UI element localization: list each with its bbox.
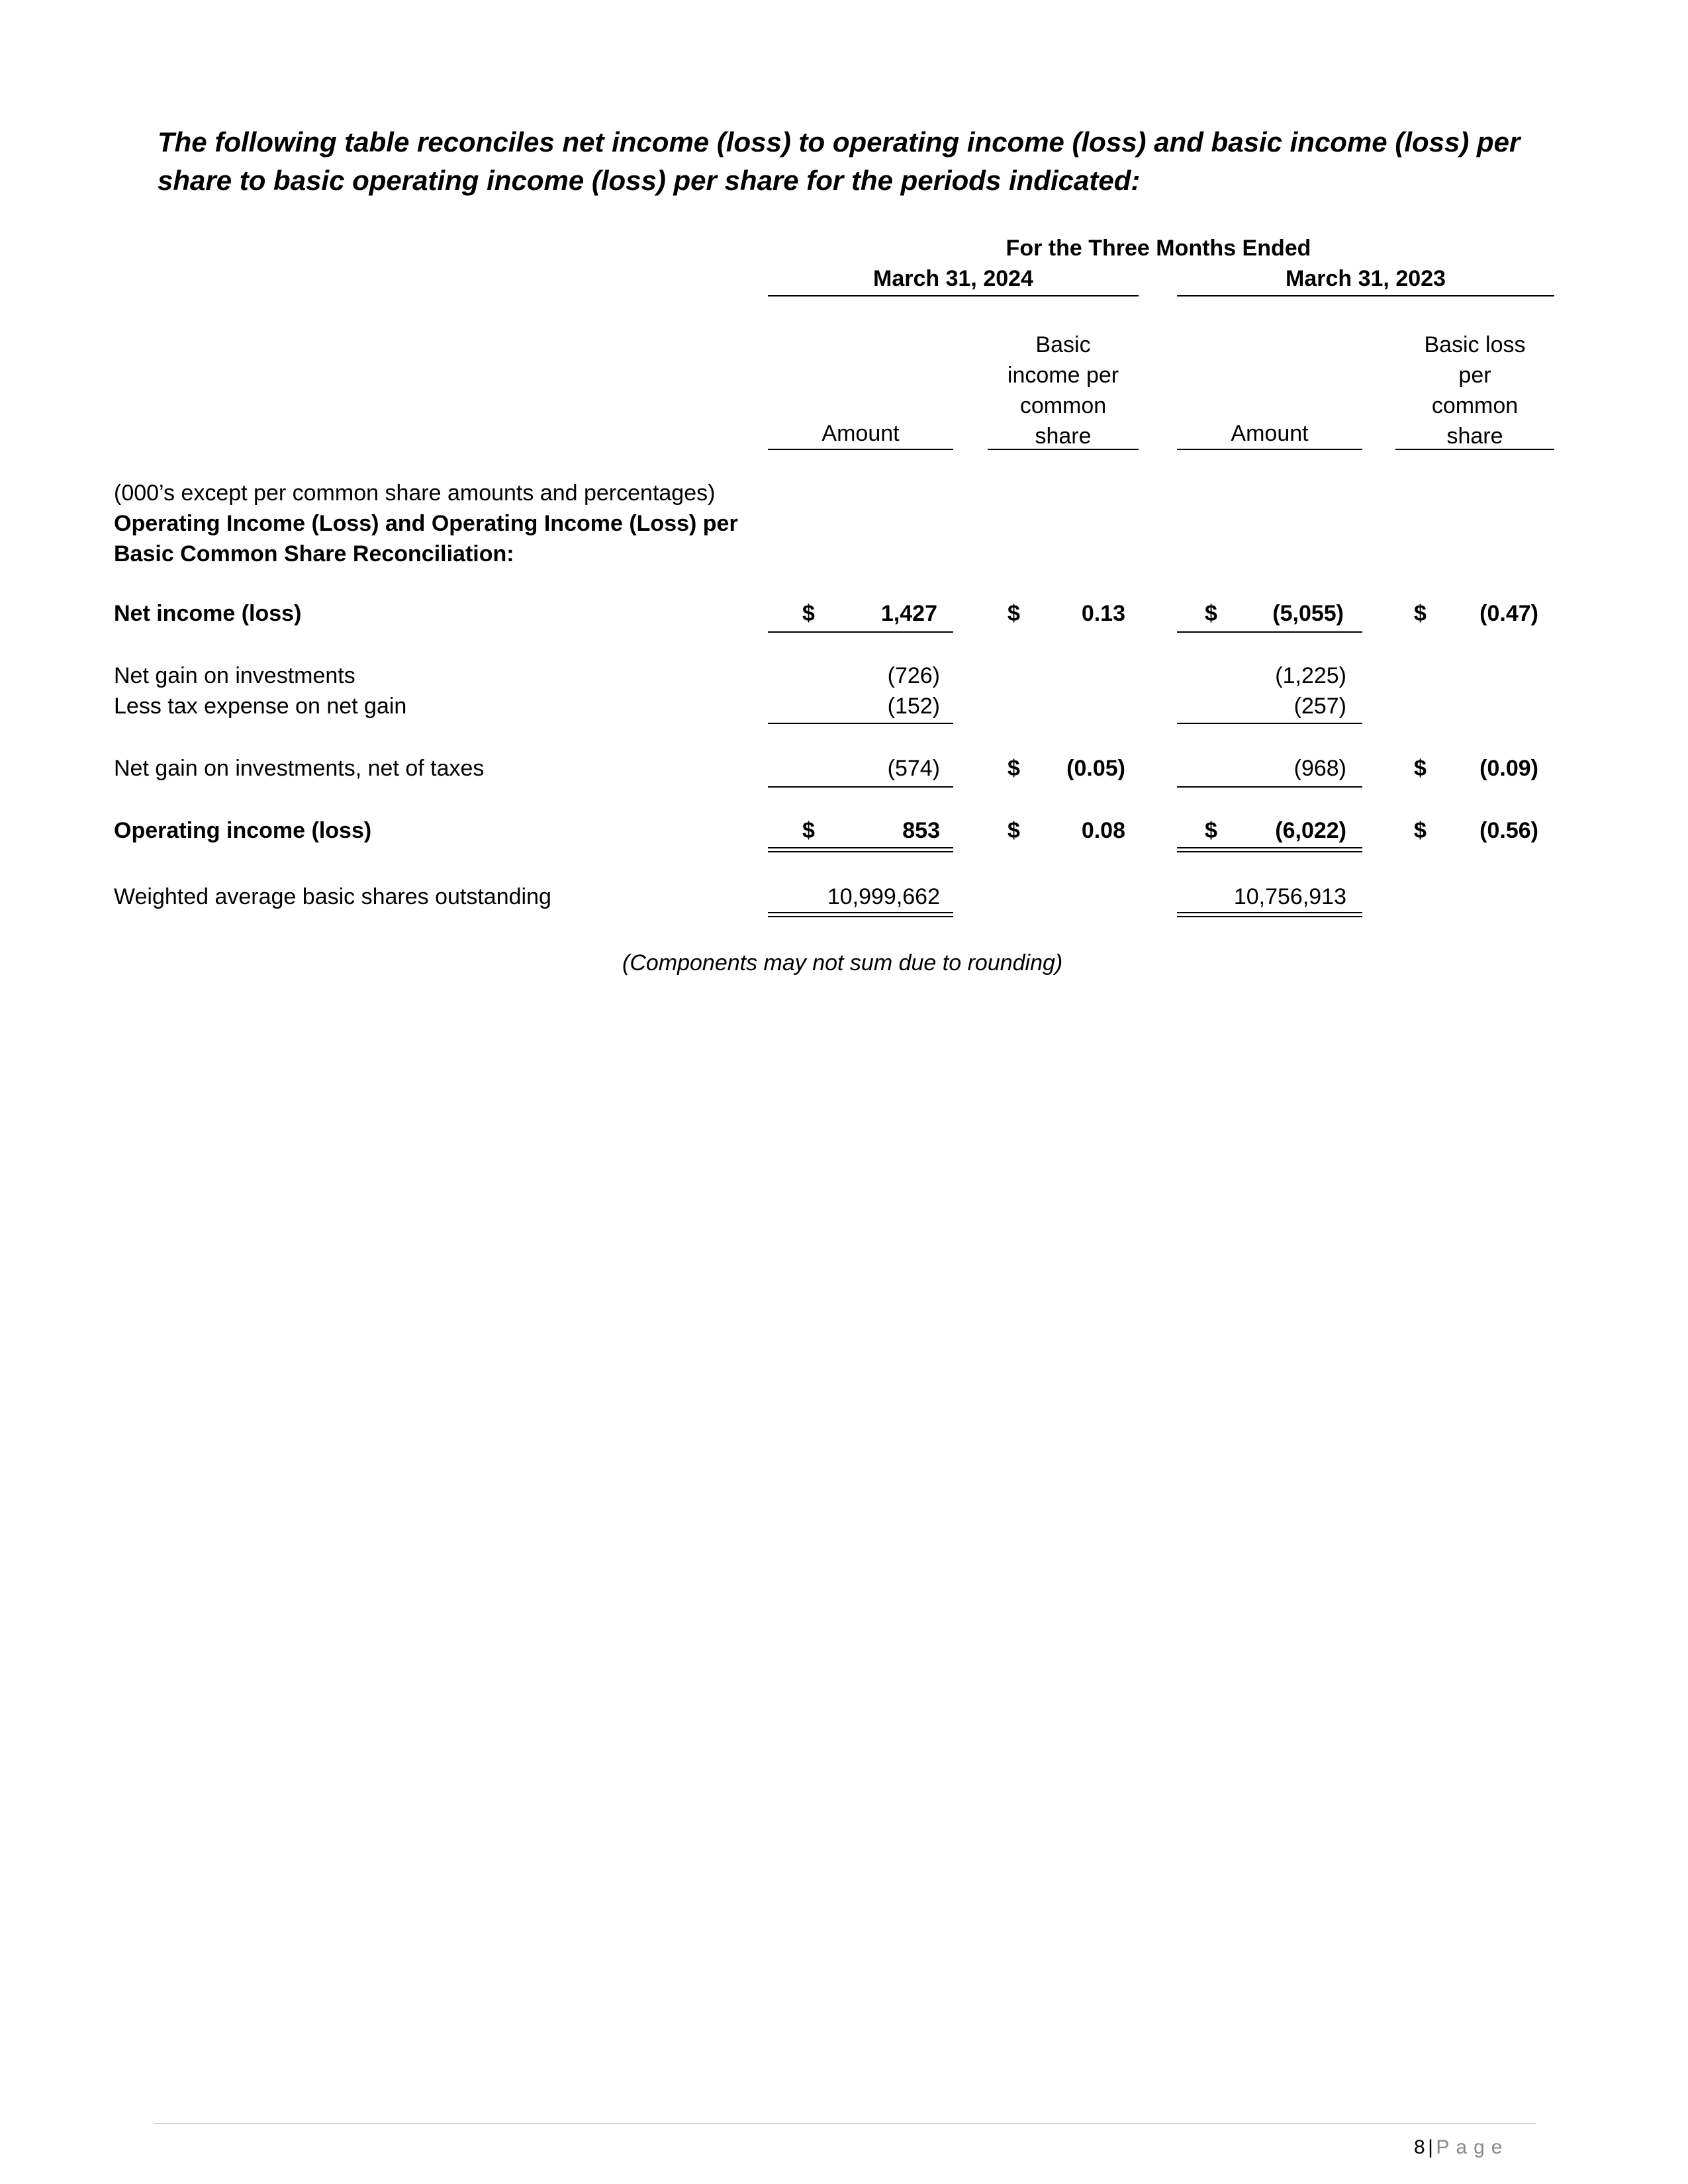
row-label-shares: Weighted average basic shares outstanding xyxy=(114,884,551,909)
row-rule xyxy=(768,631,953,633)
dollar-sign: $ xyxy=(1414,601,1427,626)
value-net-gain-net-2023: (968) xyxy=(1293,756,1346,781)
units-note: (000’s except per common share amounts and percentages) xyxy=(114,480,716,506)
per-share-header-2024-line: share xyxy=(1035,424,1092,449)
footer-rule xyxy=(154,2123,1536,2124)
dollar-sign: $ xyxy=(1414,818,1427,843)
value-net-gain-net-ps-2023: (0.09) xyxy=(1479,756,1538,781)
value-shares-2024: 10,999,662 xyxy=(827,884,940,909)
value-net-income-2024: 1,427 xyxy=(880,601,937,626)
column-header-2023: March 31, 2023 xyxy=(1286,266,1446,291)
row-rule xyxy=(1177,631,1362,633)
page-number: 8 xyxy=(1414,2136,1425,2158)
dollar-sign: $ xyxy=(802,601,815,626)
value-net-income-ps-2024: 0.13 xyxy=(1081,601,1125,626)
header-rule-2023 xyxy=(1177,295,1554,296)
page-footer xyxy=(1414,2136,1509,2159)
value-net-gain-net-ps-2024: (0.05) xyxy=(1066,756,1125,781)
value-operating-2024: 853 xyxy=(902,818,940,843)
per-share-rule-2024 xyxy=(988,449,1139,450)
per-share-header-2023-line: share xyxy=(1446,424,1503,449)
per-share-header-2023 xyxy=(1395,330,1554,451)
value-shares-2023: 10,756,913 xyxy=(1233,884,1346,909)
column-header-2024: March 31, 2024 xyxy=(873,266,1033,291)
dollar-sign: $ xyxy=(1008,818,1020,843)
dollar-sign: $ xyxy=(1414,756,1427,781)
per-share-header-2024 xyxy=(988,330,1139,451)
row-double-rule xyxy=(768,847,953,852)
page-label: Page xyxy=(1436,2136,1509,2158)
section-title: Basic Common Share Reconciliation: xyxy=(114,541,514,567)
section-title: Operating Income (Loss) and Operating Income (Loss) per xyxy=(114,511,738,536)
page-separator: | xyxy=(1428,2136,1433,2158)
row-double-rule xyxy=(1177,847,1362,852)
value-operating-ps-2024: 0.08 xyxy=(1081,818,1125,843)
value-net-gain-2024: (726) xyxy=(887,663,940,688)
value-operating-ps-2023: (0.56) xyxy=(1479,818,1538,843)
amount-header-2024: Amount xyxy=(821,421,900,446)
per-share-header-2023-line: Basic loss xyxy=(1424,332,1526,357)
value-net-income-ps-2023: (0.47) xyxy=(1479,601,1538,626)
value-tax-2023: (257) xyxy=(1293,694,1346,719)
header-rule-2024 xyxy=(768,295,1139,296)
row-double-rule xyxy=(1177,912,1362,917)
dollar-sign: $ xyxy=(1008,601,1020,626)
per-share-header-2023-line: common xyxy=(1431,393,1519,418)
row-rule xyxy=(1177,786,1362,788)
value-net-gain-2023: (1,225) xyxy=(1275,663,1346,688)
row-rule xyxy=(1177,723,1362,724)
amount-rule-2024 xyxy=(768,449,953,450)
per-share-header-2023-line: per xyxy=(1458,363,1491,388)
rounding-note: (Components may not sum due to rounding) xyxy=(622,950,1063,976)
per-share-header-2024-line: income per xyxy=(1007,363,1119,388)
dollar-sign: $ xyxy=(802,818,815,843)
amount-header-2023: Amount xyxy=(1231,421,1309,446)
value-net-gain-net-2024: (574) xyxy=(887,756,940,781)
row-rule xyxy=(768,786,953,788)
value-net-income-2023: (5,055) xyxy=(1272,601,1344,626)
row-rule xyxy=(768,723,953,724)
dollar-sign: $ xyxy=(1205,818,1217,843)
dollar-sign: $ xyxy=(1008,756,1020,781)
dollar-sign: $ xyxy=(1205,601,1217,626)
row-label-operating: Operating income (loss) xyxy=(114,818,372,843)
value-operating-2023: (6,022) xyxy=(1275,818,1346,843)
per-share-header-2024-line: Basic xyxy=(1035,332,1091,357)
per-share-rule-2023 xyxy=(1395,449,1554,450)
intro-heading: The following table reconciles net income (loss) to operating income (loss) and basic income (loss) per share to basic operating income (loss) per share for the periods indicated: xyxy=(158,126,1521,196)
row-label-net-income: Net income (loss) xyxy=(114,601,302,626)
amount-rule-2023 xyxy=(1177,449,1362,450)
row-label-net-gain: Net gain on investments xyxy=(114,663,355,688)
value-tax-2024: (152) xyxy=(887,694,940,719)
row-label-net-gain-net: Net gain on investments, net of taxes xyxy=(114,756,485,781)
per-share-header-2024-line: common xyxy=(1019,393,1107,418)
period-header: For the Three Months Ended xyxy=(1006,236,1311,261)
row-double-rule xyxy=(768,912,953,917)
row-label-tax: Less tax expense on net gain xyxy=(114,694,407,719)
